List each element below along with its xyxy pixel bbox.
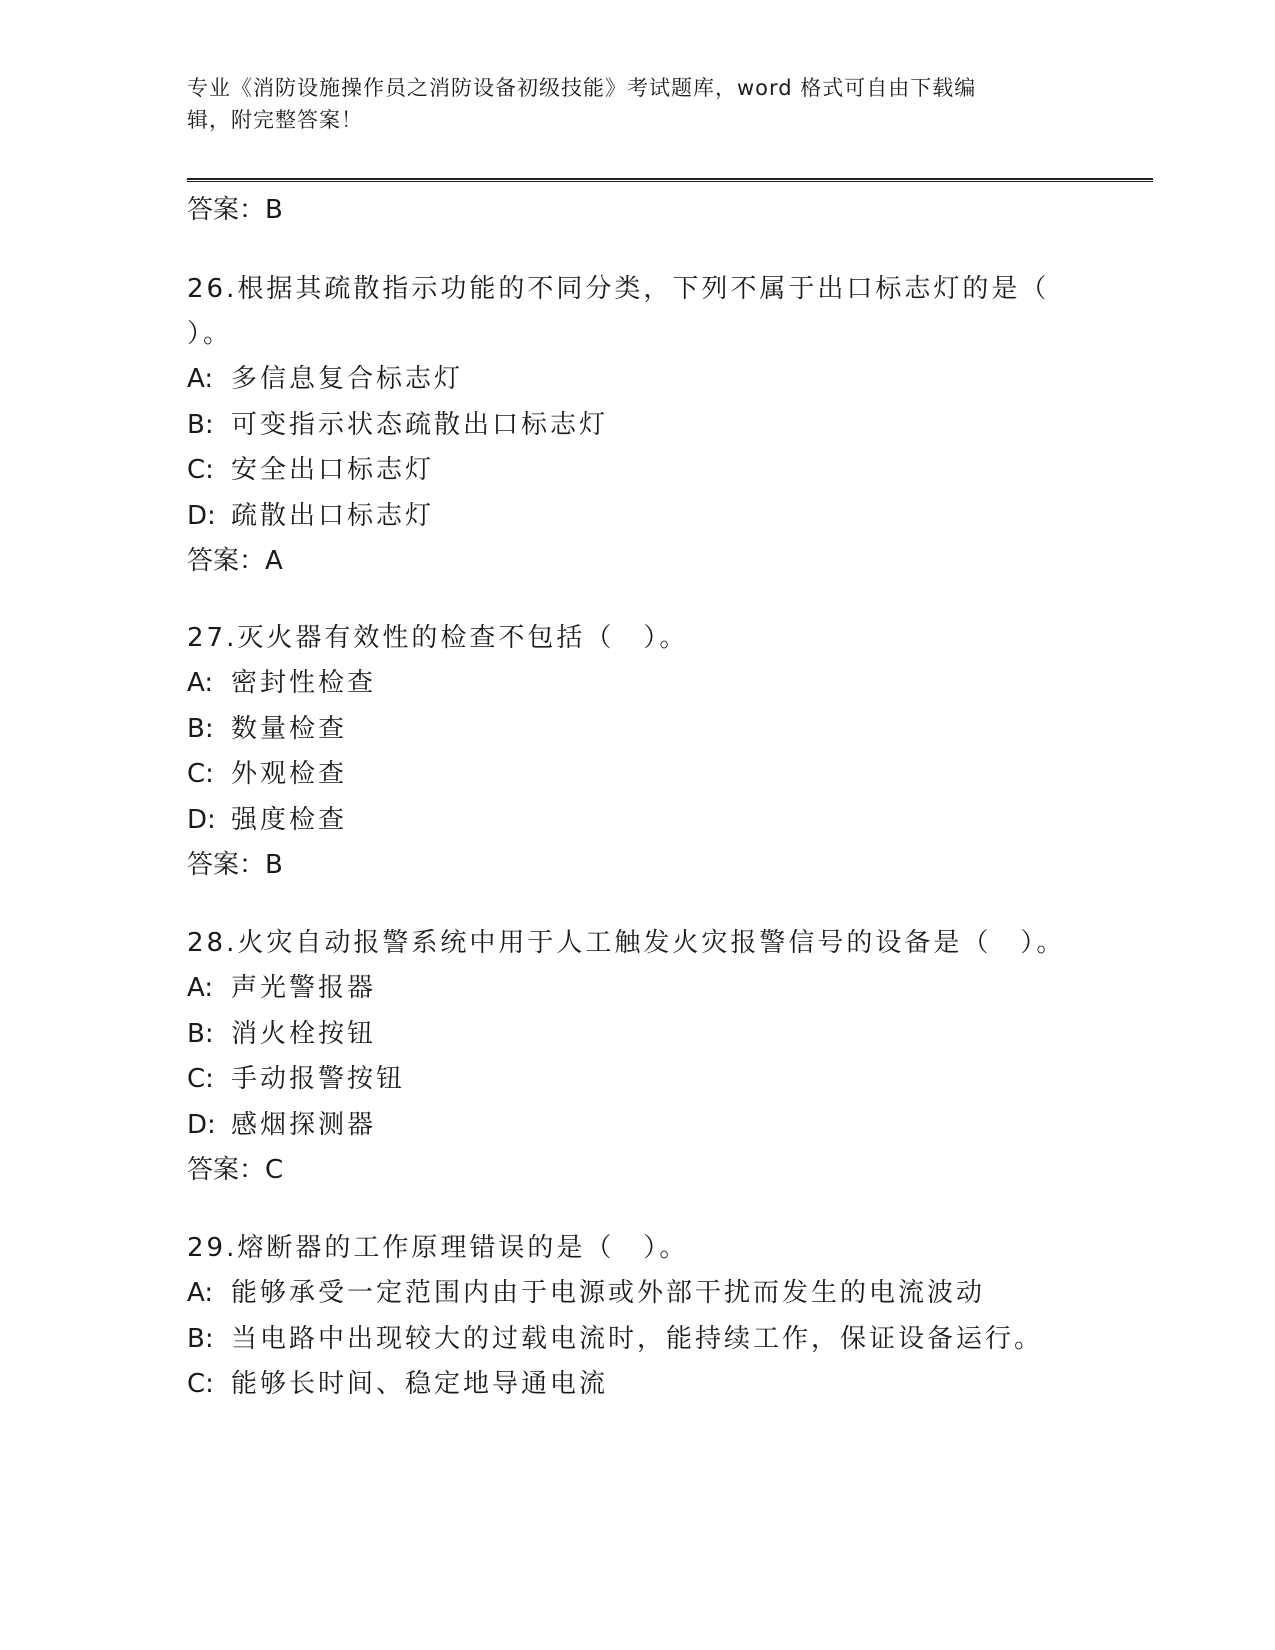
option-label: A: [187,668,214,698]
option-d [187,494,1087,540]
question-28 [187,921,1087,1193]
option-a [187,1271,1087,1317]
option-b [187,707,1087,753]
answer-25: 答案：B [187,195,283,225]
option-label: B: [187,1018,214,1049]
option-text: 外观检查 [231,759,348,789]
option-text: 当电路中出现较大的过载电流时，能持续工作，保证设备运行。 [231,1323,1044,1354]
option-label: B: [187,713,214,744]
option-a [187,357,1087,403]
option-text: 安全出口标志灯 [231,455,435,485]
page-header [187,72,1067,136]
answer: 答案：A [187,546,283,576]
option-label: A: [187,1278,214,1308]
option-label: D: [187,500,216,531]
option-label: D: [187,1109,216,1140]
header-line-1: 专业《消防设施操作员之消防设备初级技能》考试题库，word 格式可自由下载编 [187,76,977,100]
question-27 [187,616,1087,888]
option-label: C: [187,1369,214,1399]
option-a [187,661,1087,707]
option-d [187,1103,1087,1149]
option-b [187,1012,1087,1058]
option-d [187,798,1087,844]
question-26 [187,267,1087,584]
question-stem: 26.根据其疏散指示功能的不同分类，下列不属于出口标志灯的是（ [187,274,1050,304]
header-divider [187,178,1153,182]
option-text: 能够承受一定范围内由于电源或外部干扰而发生的电流波动 [231,1278,986,1308]
option-b [187,403,1087,449]
answer: 答案：B [187,850,283,880]
option-c [187,1057,1087,1103]
question-29 [187,1226,1087,1408]
option-label: A: [187,973,214,1003]
option-label: B: [187,1323,214,1354]
option-text: 可变指示状态疏散出口标志灯 [231,409,609,440]
option-label: D: [187,804,216,835]
option-label: C: [187,1064,214,1094]
option-text: 消火栓按钮 [231,1018,377,1049]
question-stem: 27.灭火器有效性的检查不包括（ ）。 [187,623,689,653]
option-label: C: [187,759,214,789]
answer: 答案：C [187,1155,284,1185]
question-stem-cont: ）。 [187,319,233,349]
question-stem: 28.火灾自动报警系统中用于人工触发火灾报警信号的设备是（ ）。 [187,928,1066,958]
option-text: 声光警报器 [231,973,377,1003]
header-line-2: 辑，附完整答案！ [187,108,363,132]
option-c [187,1362,1087,1408]
option-a [187,966,1087,1012]
option-text: 能够长时间、稳定地导通电流 [231,1369,609,1399]
option-label: C: [187,455,214,485]
option-text: 手动报警按钮 [231,1064,406,1094]
option-text: 密封性检查 [231,668,377,698]
option-label: B: [187,409,214,440]
option-text: 数量检查 [231,713,348,744]
option-text: 疏散出口标志灯 [231,500,435,531]
option-label: A: [187,364,214,394]
question-stem: 29.熔断器的工作原理错误的是（ ）。 [187,1233,689,1263]
option-text: 多信息复合标志灯 [231,364,464,394]
option-text: 感烟探测器 [231,1109,377,1140]
option-c [187,752,1087,798]
option-text: 强度检查 [231,804,348,835]
option-c [187,448,1087,494]
option-b [187,1317,1087,1363]
